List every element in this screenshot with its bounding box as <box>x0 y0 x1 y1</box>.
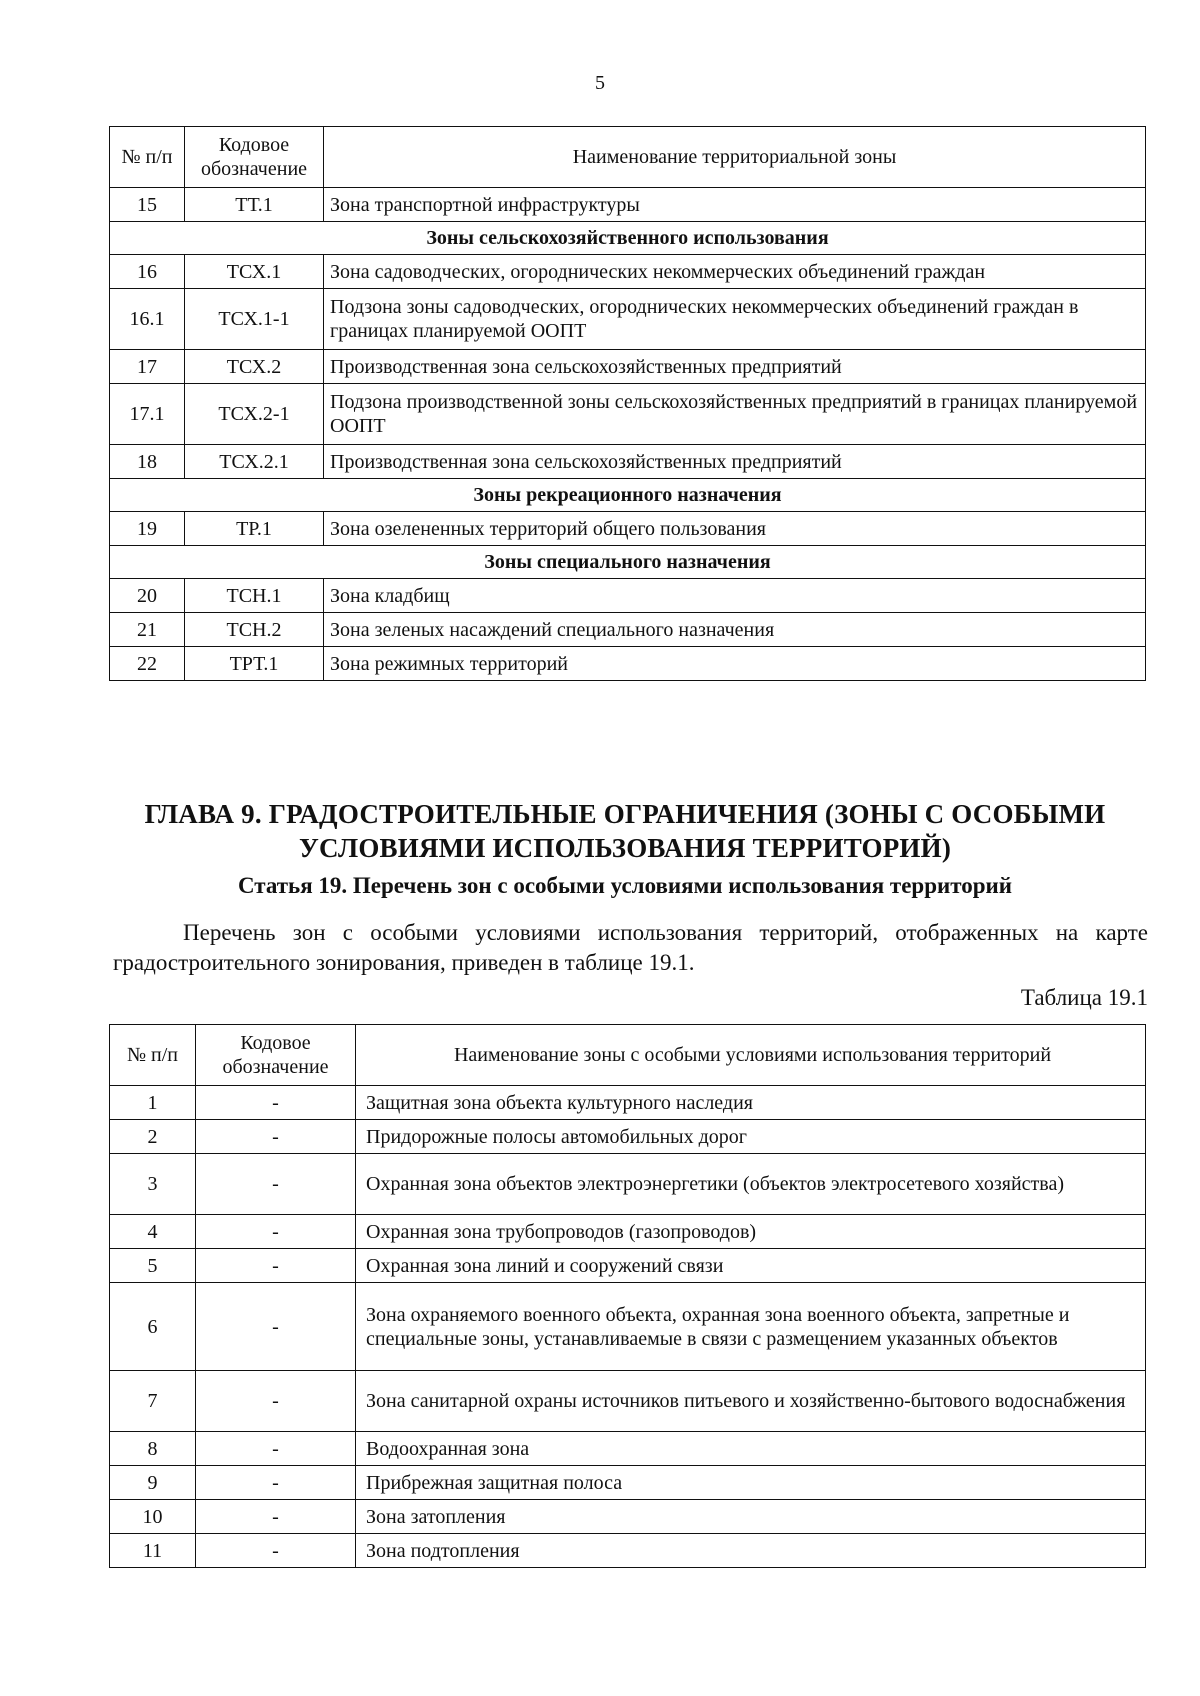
table-row <box>110 1371 1146 1432</box>
header-zone-name: Наименование зоны с особыми условиями использования территорий <box>356 1025 1146 1086</box>
table-row <box>110 1154 1146 1215</box>
header-number: № п/п <box>110 1025 196 1086</box>
row-number: 20 <box>110 579 185 613</box>
row-number: 21 <box>110 613 185 647</box>
row-number: 17 <box>110 350 185 384</box>
table-row <box>110 1500 1146 1534</box>
table-row <box>110 1249 1146 1283</box>
zone-code: ТСХ.1 <box>185 255 324 289</box>
zone-name: Подзона зоны садоводческих, огороднических некоммерческих объединений граждан в границах планируемой ООПТ <box>324 289 1146 350</box>
row-number: 22 <box>110 647 185 681</box>
row-number: 16 <box>110 255 185 289</box>
zone-name: Зона режимных территорий <box>324 647 1146 681</box>
row-number: 6 <box>110 1283 196 1371</box>
section-title: Зоны специального назначения <box>110 546 1146 579</box>
table-row <box>110 647 1146 681</box>
zone-name: Охранная зона линий и сооружений связи <box>356 1249 1146 1283</box>
zone-code: ТСН.1 <box>185 579 324 613</box>
table-row <box>110 384 1146 445</box>
zone-name: Зона санитарной охраны источников питьевого и хозяйственно-бытового водоснабжения <box>356 1371 1146 1432</box>
zone-code: - <box>196 1534 356 1568</box>
zone-name: Производственная зона сельскохозяйственных предприятий <box>324 445 1146 479</box>
table-row <box>110 1215 1146 1249</box>
zone-code: - <box>196 1086 356 1120</box>
zone-code: ТСХ.2.1 <box>185 445 324 479</box>
table-row <box>110 255 1146 289</box>
section-row <box>110 479 1146 512</box>
special-zones-table <box>109 1024 1146 1568</box>
zone-name: Зона затопления <box>356 1500 1146 1534</box>
row-number: 1 <box>110 1086 196 1120</box>
zone-name: Охранная зона объектов электроэнергетики (объектов электросетевого хозяйства) <box>356 1154 1146 1215</box>
row-number: 2 <box>110 1120 196 1154</box>
row-number: 10 <box>110 1500 196 1534</box>
header-number: № п/п <box>110 127 185 188</box>
row-number: 19 <box>110 512 185 546</box>
section-title: Зоны рекреационного назначения <box>110 479 1146 512</box>
zone-name: Зона озелененных территорий общего пользования <box>324 512 1146 546</box>
zone-name: Придорожные полосы автомобильных дорог <box>356 1120 1146 1154</box>
table-row <box>110 445 1146 479</box>
table-row <box>110 289 1146 350</box>
row-number: 17.1 <box>110 384 185 445</box>
table-row <box>110 1432 1146 1466</box>
table-header-row <box>110 1025 1146 1086</box>
zone-name: Прибрежная защитная полоса <box>356 1466 1146 1500</box>
zone-code: ТТ.1 <box>185 188 324 222</box>
table-row <box>110 1120 1146 1154</box>
row-number: 7 <box>110 1371 196 1432</box>
row-number: 8 <box>110 1432 196 1466</box>
zone-code: - <box>196 1466 356 1500</box>
page-number: 5 <box>595 72 605 94</box>
section-title: Зоны сельскохозяйственного использования <box>110 222 1146 255</box>
zone-code: ТРТ.1 <box>185 647 324 681</box>
zone-code: - <box>196 1500 356 1534</box>
table-row <box>110 1283 1146 1371</box>
zone-name: Производственная зона сельскохозяйственных предприятий <box>324 350 1146 384</box>
zone-code: ТСН.2 <box>185 613 324 647</box>
zone-name: Защитная зона объекта культурного наследия <box>356 1086 1146 1120</box>
zone-code: - <box>196 1154 356 1215</box>
header-code: Кодовое обозначение <box>185 127 324 188</box>
zone-code: - <box>196 1371 356 1432</box>
intro-paragraph: Перечень зон с особыми условиями использования территорий, отображенных на карте градостроительного зонирования, приведен в таблице 19.1. <box>113 920 1148 975</box>
table-row <box>110 350 1146 384</box>
table-caption: Таблица 19.1 <box>1020 985 1148 1010</box>
row-number: 11 <box>110 1534 196 1568</box>
table-row <box>110 579 1146 613</box>
table-row <box>110 1086 1146 1120</box>
table-header-row <box>110 127 1146 188</box>
header-zone-name: Наименование территориальной зоны <box>324 127 1146 188</box>
table-row <box>110 188 1146 222</box>
table-row <box>110 1534 1146 1568</box>
table-row <box>110 613 1146 647</box>
section-row <box>110 546 1146 579</box>
row-number: 3 <box>110 1154 196 1215</box>
zone-name: Зона садоводческих, огороднических некоммерческих объединений граждан <box>324 255 1146 289</box>
zone-code: ТСХ.2 <box>185 350 324 384</box>
zone-name: Зона кладбищ <box>324 579 1146 613</box>
zone-name: Подзона производственной зоны сельскохозяйственных предприятий в границах планируемой ООПТ <box>324 384 1146 445</box>
row-number: 18 <box>110 445 185 479</box>
zone-name: Зона транспортной инфраструктуры <box>324 188 1146 222</box>
zone-code: - <box>196 1215 356 1249</box>
zone-code: - <box>196 1120 356 1154</box>
article-title: Статья 19. Перечень зон с особыми условиями использования территорий <box>237 873 1013 898</box>
zone-code: - <box>196 1283 356 1371</box>
table-row <box>110 512 1146 546</box>
header-code: Кодовое обозначение <box>196 1025 356 1086</box>
zone-code: ТР.1 <box>185 512 324 546</box>
row-number: 5 <box>110 1249 196 1283</box>
zone-code: ТСХ.1-1 <box>185 289 324 350</box>
zone-name: Охранная зона трубопроводов (газопроводов) <box>356 1215 1146 1249</box>
table-row <box>110 1466 1146 1500</box>
zone-name: Водоохранная зона <box>356 1432 1146 1466</box>
zone-code: - <box>196 1432 356 1466</box>
territorial-zones-table <box>109 126 1146 681</box>
row-number: 9 <box>110 1466 196 1500</box>
zone-code: ТСХ.2-1 <box>185 384 324 445</box>
zone-name: Зона охраняемого военного объекта, охранная зона военного объекта, запретные и специальные зоны, устанавливаемые в связи с размещением указанных объектов <box>356 1283 1146 1371</box>
zone-code: - <box>196 1249 356 1283</box>
chapter-title: ГЛАВА 9. ГРАДОСТРОИТЕЛЬНЫЕ ОГРАНИЧЕНИЯ (ЗОНЫ С ОСОБЫМИ УСЛОВИЯМИ ИСПОЛЬЗОВАНИЯ ТЕРРИТОРИЙ) <box>144 799 1106 863</box>
row-number: 16.1 <box>110 289 185 350</box>
zone-name: Зона подтопления <box>356 1534 1146 1568</box>
section-row <box>110 222 1146 255</box>
zone-name: Зона зеленых насаждений специального назначения <box>324 613 1146 647</box>
row-number: 4 <box>110 1215 196 1249</box>
row-number: 15 <box>110 188 185 222</box>
